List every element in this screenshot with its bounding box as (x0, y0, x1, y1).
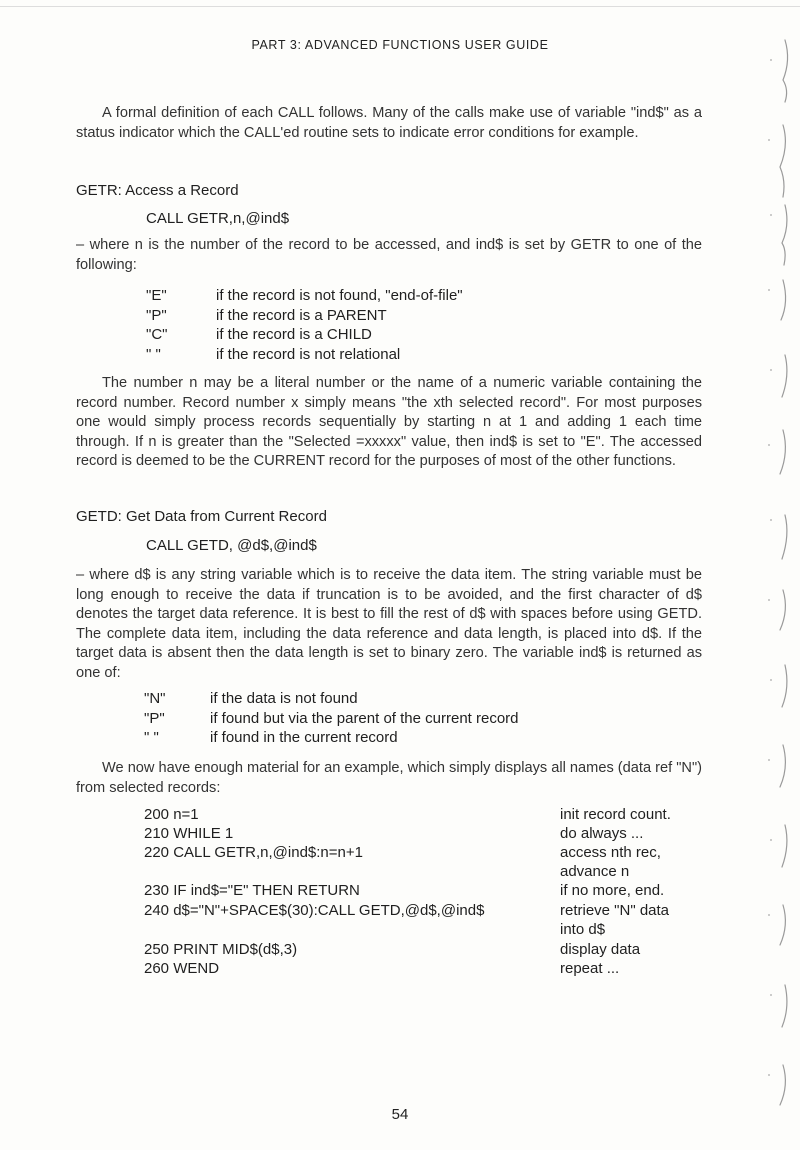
code-value: "C" (146, 326, 168, 344)
code-row (146, 286, 463, 306)
program-line: 220 CALL GETR,n,@ind$:n=n+1 (144, 844, 363, 861)
program-comment: display data (560, 941, 641, 958)
intro-paragraph: A formal definition of each CALL follows. Many of the calls make use of variable "ind$" as a status indicator which the CALL'ed routine sets to indicate error conditions for example. (76, 105, 702, 141)
program-comment: retrieve "N" data (560, 902, 670, 919)
code-row (146, 345, 463, 365)
binding-marks-decoration (755, 0, 800, 1150)
code-description: if found but via the parent of the current record (210, 709, 519, 727)
example-intro-paragraph: We now have enough material for an example, which simply displays all names (data ref "N") from selected records: (76, 760, 702, 796)
code-value: "E" (146, 287, 167, 304)
code-value: "P" (146, 306, 167, 324)
program-comment-continued: advance n (560, 863, 630, 880)
getr-codes-list (146, 286, 463, 364)
getr-call-syntax: CALL GETR,n,@ind$ (146, 210, 290, 227)
program-comment: repeat ... (560, 960, 620, 977)
code-description: if the data is not found (210, 690, 358, 707)
program-line: 260 WEND (144, 960, 220, 977)
code-row (144, 709, 519, 729)
code-row (146, 325, 463, 345)
getd-call-syntax: CALL GETD, @d$,@ind$ (146, 537, 317, 554)
getr-explanation-paragraph: The number n may be a literal number or the name of a numeric variable containing the record number. Record number x simply means "the xth selected record". For most purposes one would simply process records sequentially by starting n at 1 and adding 1 each time through. If n is greater than the "Selected =xxxxx" value, then ind$ is set to "E". The accessed record is deemed to be the CURRENT record for the purposes of most of the other functions. (76, 375, 702, 470)
code-row (144, 728, 519, 748)
program-line: 250 PRINT MID$(d$,3) (144, 941, 298, 958)
code-description: if the record is a PARENT (216, 306, 387, 324)
getd-where-paragraph: – where d$ is any string variable which is to receive the data item. The string variable must be long enough to receive the data if truncation is to be avoided, and the first character of d$ denotes the target data reference. It is best to fill the rest of d$ with spaces before using GETD. The complete data item, including the data reference and data length, is placed into d$. If the target data is absent then the data length is set to binary zero. The variable ind$ is returned as one of: (76, 567, 702, 681)
running-header: PART 3: ADVANCED FUNCTIONS USER GUIDE (251, 38, 549, 52)
program-comment: init record count. (560, 806, 671, 823)
code-row (146, 306, 463, 326)
code-description: if found in the current record (210, 729, 398, 747)
program-comment: if no more, end. (560, 882, 665, 899)
page-edge-line (0, 6, 800, 7)
code-row (144, 689, 519, 709)
program-line: 210 WHILE 1 (144, 825, 234, 842)
program-line: 200 n=1 (144, 806, 199, 823)
code-description: if the record is a CHILD (216, 326, 372, 344)
code-value: "N" (144, 690, 166, 707)
getr-where-paragraph: – where n is the number of the record to be accessed, and ind$ is set by GETR to one of the following: (76, 237, 702, 273)
program-line: 240 d$="N"+SPACE$(30):CALL GETD,@d$,@ind$ (144, 902, 485, 919)
code-value: " " (146, 345, 161, 363)
code-value: "P" (144, 709, 165, 727)
getd-codes-list (144, 689, 519, 748)
code-description: if the record is not found, "end-of-file" (216, 287, 463, 304)
code-value: " " (144, 729, 159, 747)
code-description: if the record is not relational (216, 345, 401, 363)
program-comment: do always ... (560, 825, 644, 842)
program-line: 230 IF ind$="E" THEN RETURN (144, 882, 360, 899)
getr-heading: GETR: Access a Record (76, 182, 239, 199)
getd-heading: GETD: Get Data from Current Record (76, 508, 327, 525)
program-comment-continued: into d$ (560, 921, 606, 938)
page-number: 54 (391, 1106, 409, 1123)
program-comment: access nth rec, (560, 844, 661, 861)
